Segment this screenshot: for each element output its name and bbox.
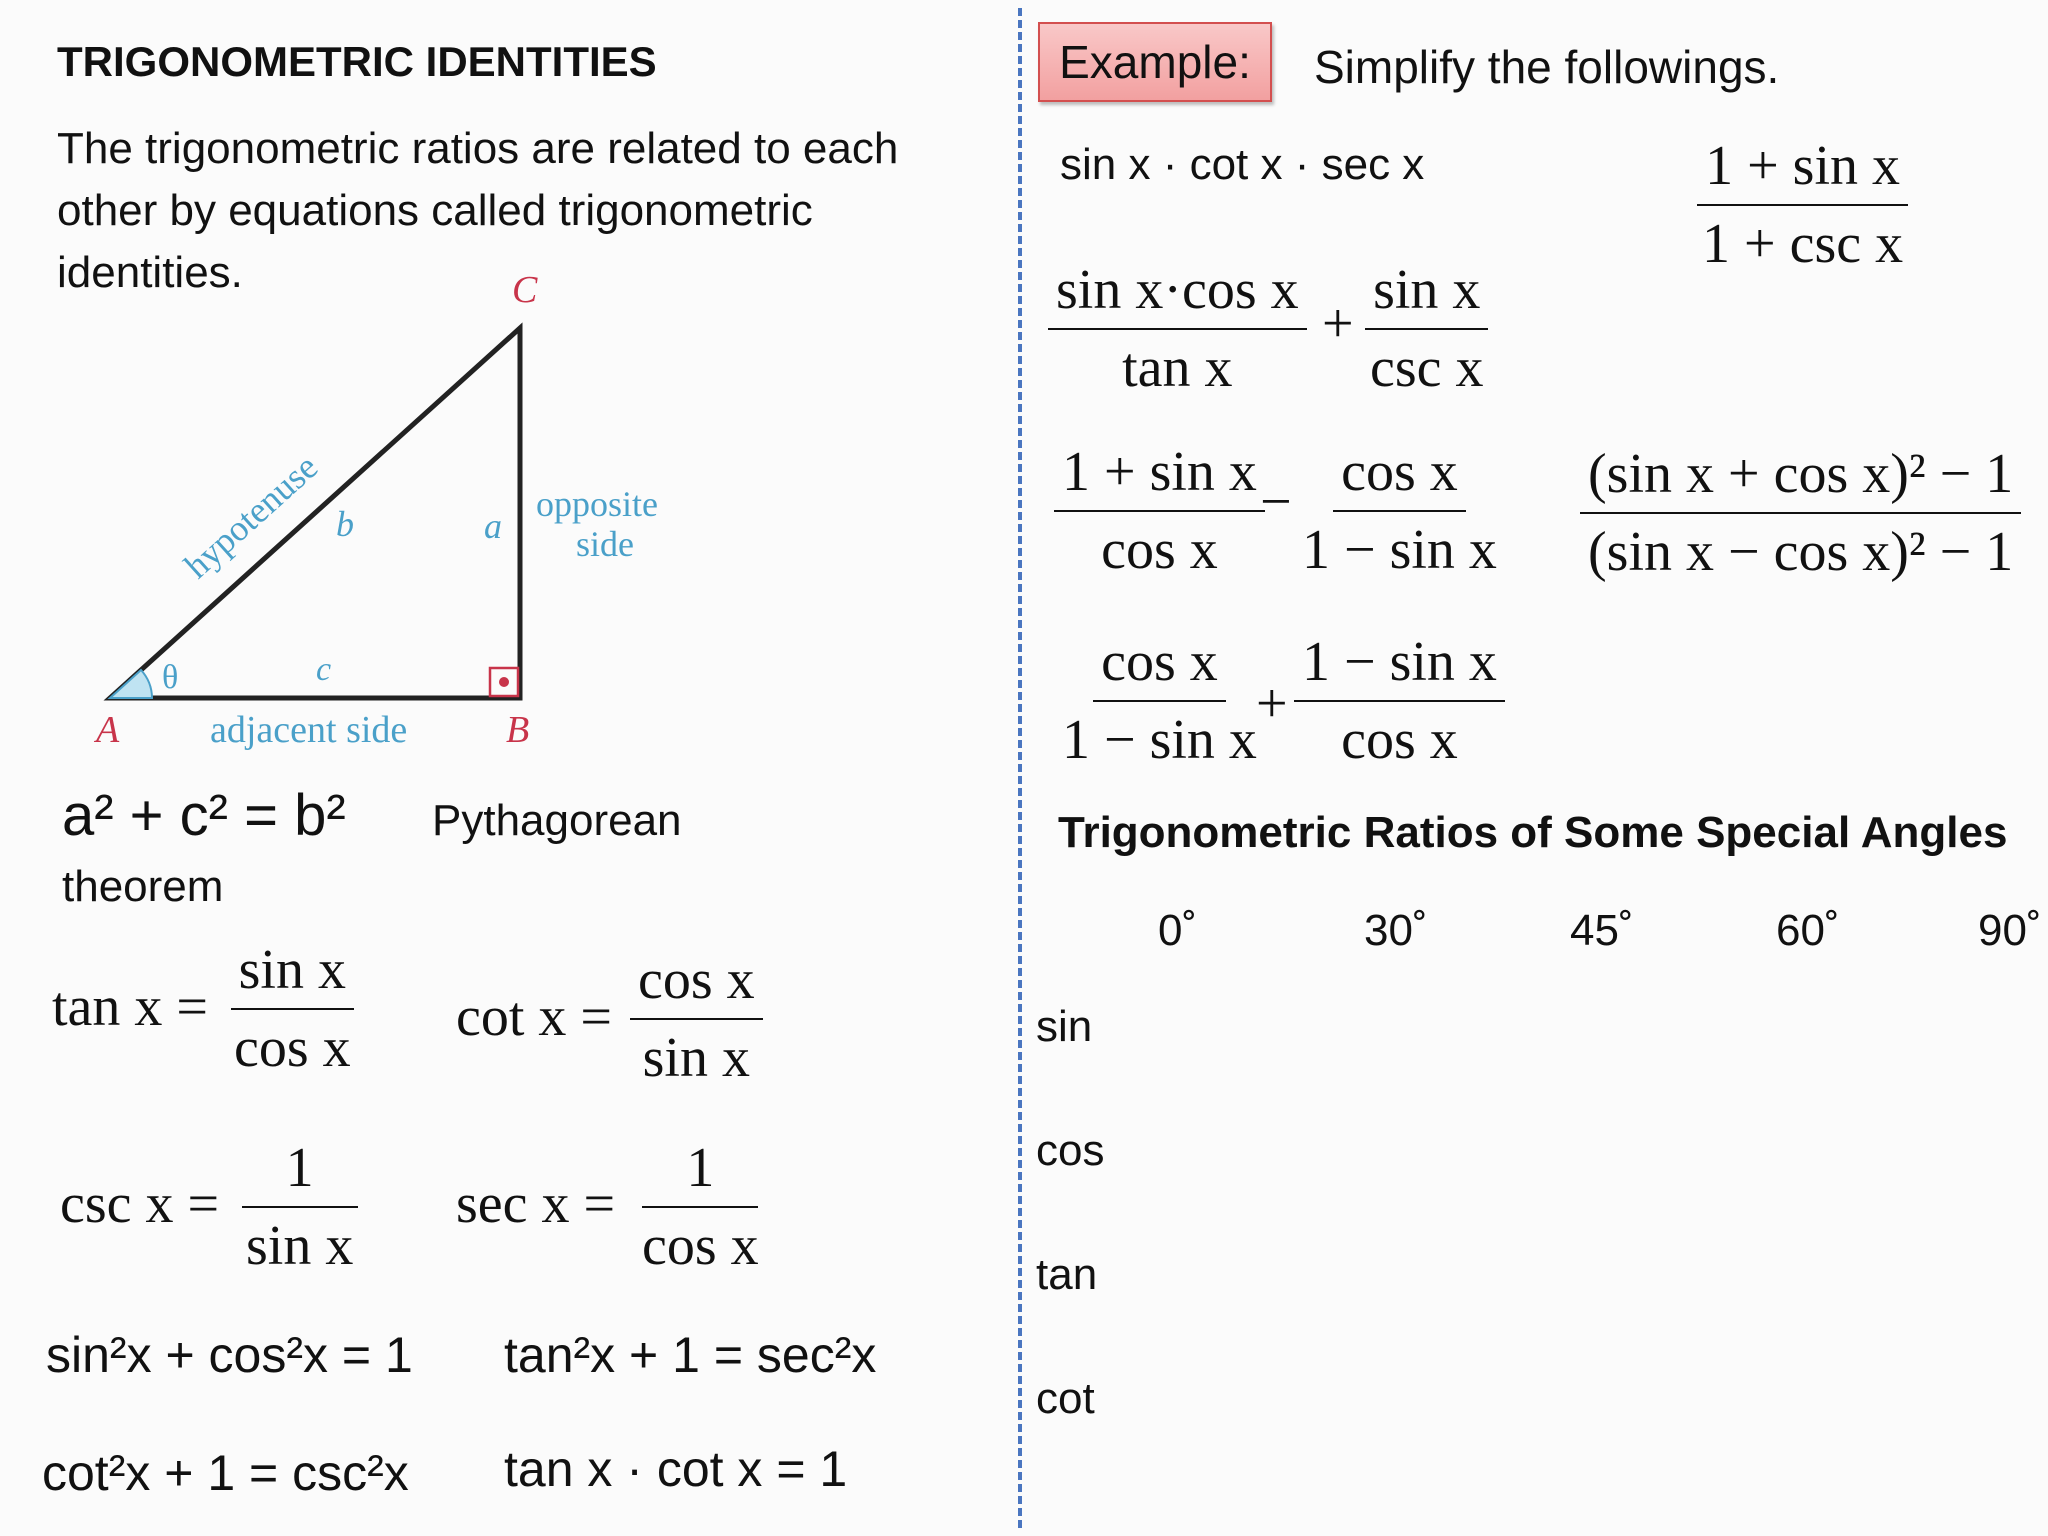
angle-header-30: 30˚	[1364, 906, 1428, 955]
exercise-3-numerator-1: sin x·cos x	[1048, 262, 1307, 330]
pythagorean-identity-2: tan²x + 1 = sec²x	[504, 1327, 877, 1383]
pythagoras-equation: a² + c² = b²	[62, 783, 346, 848]
row-label-cos: cos	[1036, 1126, 1105, 1175]
cot-definition-fraction	[630, 949, 763, 1089]
vertex-a-label: A	[96, 709, 120, 751]
exercise-4-operator: −	[1260, 471, 1292, 533]
intro-paragraph: The trigonometric ratios are related to each other by equations called trigonometric identities.	[57, 124, 899, 297]
exercise-4-fraction-1	[1054, 441, 1265, 581]
exercise-6-denominator-2: cos x	[1341, 709, 1458, 771]
exercise-4-numerator-1: 1 + sin x	[1054, 444, 1265, 512]
cot-numerator: cos x	[630, 952, 763, 1020]
tan-denominator: cos x	[234, 1017, 351, 1079]
angle-header-90: 90˚	[1978, 906, 2042, 955]
exercise-2-denominator: 1 + csc x	[1702, 213, 1904, 275]
triangle-shape	[110, 328, 520, 698]
pythagoras-label-line1: Pythagorean	[432, 796, 682, 845]
special-angles-title: Trigonometric Ratios of Some Special Angles	[1058, 808, 2008, 857]
exercise-6-numerator-2: 1 − sin x	[1294, 634, 1505, 702]
exercise-4-numerator-2: cos x	[1333, 444, 1466, 512]
exercise-2-numerator: 1 + sin x	[1697, 138, 1908, 206]
right-angle-dot	[499, 677, 509, 687]
exercise-3-operator: +	[1322, 293, 1354, 355]
exercise-3-fraction-2	[1362, 259, 1492, 399]
sec-denominator: cos x	[642, 1215, 759, 1277]
exercise-3-fraction-1	[1048, 259, 1307, 399]
pythagorean-identity-1: sin²x + cos²x = 1	[46, 1327, 413, 1383]
cot-definition-lhs: cot x =	[456, 986, 612, 1048]
exercise-6-operator: +	[1256, 673, 1288, 735]
example-instruction: Simplify the followings.	[1314, 41, 1780, 93]
angle-theta-label: θ	[162, 659, 179, 696]
tan-definition-lhs: tan x =	[52, 976, 208, 1038]
side-c-label: c	[316, 651, 332, 688]
pythagorean-identity-3: cot²x + 1 = csc²x	[42, 1445, 409, 1501]
column-divider	[1018, 8, 1022, 1528]
sec-definition-lhs: sec x =	[456, 1173, 616, 1235]
vertex-c-label: C	[512, 269, 538, 311]
side-a-label: a	[484, 506, 502, 546]
exercise-2-fraction	[1694, 135, 1911, 275]
angle-header-45: 45˚	[1570, 906, 1634, 955]
exercise-5-numerator: (sin x + cos x)² − 1	[1580, 446, 2021, 514]
exercise-1: sin x · cot x · sec x	[1060, 140, 1425, 189]
csc-denominator: sin x	[246, 1215, 354, 1277]
csc-definition-fraction	[238, 1137, 361, 1277]
tan-definition-fraction	[226, 939, 359, 1079]
reciprocal-identity: tan x · cot x = 1	[504, 1441, 848, 1497]
tan-numerator: sin x	[231, 942, 354, 1010]
exercise-6-fraction-1	[1054, 631, 1265, 771]
exercise-3-numerator-2: sin x	[1365, 262, 1488, 330]
exercise-6-fraction-2	[1294, 631, 1505, 771]
side-b-label: b	[336, 504, 354, 544]
page-title: TRIGONOMETRIC IDENTITIES	[57, 38, 657, 85]
exercise-5-denominator: (sin x − cos x)² − 1	[1588, 521, 2014, 583]
csc-definition-lhs: csc x =	[60, 1173, 220, 1235]
angle-header-60: 60˚	[1776, 906, 1840, 955]
angle-header-0: 0˚	[1158, 906, 1198, 955]
pythagoras-label-line2: theorem	[62, 862, 224, 911]
adjacent-label: adjacent side	[210, 709, 408, 751]
cot-denominator: sin x	[642, 1027, 750, 1089]
opposite-label-line2: side	[576, 524, 634, 564]
row-label-sin: sin	[1036, 1002, 1093, 1051]
row-label-cot: cot	[1036, 1374, 1095, 1423]
exercise-4-denominator-2: 1 − sin x	[1302, 519, 1497, 581]
exercise-4-fraction-2	[1294, 441, 1505, 581]
row-label-tan: tan	[1036, 1250, 1098, 1299]
sec-definition-fraction	[634, 1137, 767, 1277]
right-triangle-diagram	[80, 260, 720, 780]
sec-numerator: 1	[642, 1140, 758, 1208]
exercise-3-denominator-1: tan x	[1122, 337, 1233, 399]
hypotenuse-label: hypotenuse	[176, 446, 326, 586]
angle-arc	[110, 670, 152, 698]
exercise-4-denominator-1: cos x	[1101, 519, 1218, 581]
exercise-5-fraction	[1580, 443, 2021, 583]
opposite-label-line1: opposite	[536, 484, 658, 524]
exercise-3-denominator-2: csc x	[1370, 337, 1484, 399]
csc-numerator: 1	[242, 1140, 358, 1208]
example-badge: Example:	[1038, 22, 1272, 102]
vertex-b-label: B	[506, 709, 530, 751]
exercise-6-denominator-1: 1 − sin x	[1062, 709, 1257, 771]
exercise-6-numerator-1: cos x	[1093, 634, 1226, 702]
